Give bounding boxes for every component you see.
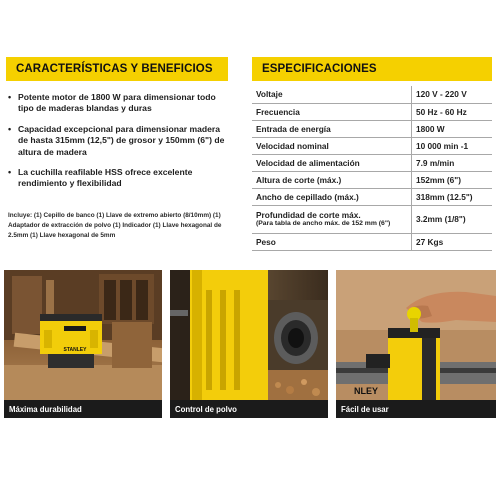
- spec-value: 120 V - 220 V: [412, 86, 493, 103]
- spec-label: Entrada de energía: [252, 120, 412, 137]
- spec-label: Velocidad de alimentación: [252, 154, 412, 171]
- features-list: [8, 92, 230, 199]
- spec-row: [252, 137, 492, 154]
- hand-adjust-illustration: [336, 270, 496, 418]
- includes-text: Incluye: (1) Cepillo de banco (1) Llave de extremo abierto (8/10mm) (1) Adaptador de extracción de polvo (1) Indicador (1) Llave hexagonal de 2.5mm (1) Llave hexagonal de 5mm: [8, 212, 222, 239]
- spec-label: Ancho de cepillado (máx.): [252, 188, 412, 205]
- stanley-logo: STANLEY: [63, 347, 87, 353]
- photo-caption: Fácil de usar: [336, 400, 496, 418]
- feature-item: • Potente motor de 1800 W para dimensionar todo tipo de maderas blandas y duras: [8, 92, 230, 115]
- spec-row: [252, 188, 492, 205]
- spec-row: [252, 120, 492, 137]
- photo-easy-use: [336, 270, 496, 418]
- specs-table: [252, 86, 492, 251]
- photo-dust-control: [170, 270, 328, 418]
- feature-item: • La cuchilla reafilable HSS ofrece excelente rendimiento y flexibilidad: [8, 167, 230, 190]
- spec-label: Altura de corte (máx.): [252, 171, 412, 188]
- spec-value: 27 Kgs: [412, 233, 493, 250]
- features-heading: CARACTERÍSTICAS Y BENEFICIOS: [6, 57, 228, 81]
- spec-label: Frecuencia: [252, 103, 412, 120]
- spec-row: [252, 233, 492, 250]
- planer-workshop-illustration: [4, 270, 162, 418]
- spec-label: Voltaje: [252, 86, 412, 103]
- feature-item: • Capacidad excepcional para dimensionar madera de hasta 315mm (12,5") de grosor y 150mm (6") de altura de madera: [8, 124, 230, 158]
- spec-row: [252, 103, 492, 120]
- spec-value: 1800 W: [412, 120, 493, 137]
- stanley-logo: NLEY: [354, 386, 379, 396]
- specs-heading: ESPECIFICACIONES: [252, 57, 492, 81]
- spec-row: [252, 171, 492, 188]
- spec-value: 7.9 m/min: [412, 154, 493, 171]
- spec-label-main: Profundidad de corte máx.: [256, 209, 361, 220]
- spec-label: Peso: [252, 233, 412, 250]
- spec-value: 10 000 min -1: [412, 137, 493, 154]
- spec-row: [252, 154, 492, 171]
- dust-port-illustration: [170, 270, 328, 418]
- photo-caption: Control de polvo: [170, 400, 328, 418]
- photo-caption: Máxima durabilidad: [4, 400, 162, 418]
- spec-label-note: (Para tabla de ancho máx. de 152 mm (6"): [256, 219, 391, 227]
- spec-row: [252, 205, 492, 233]
- spec-value: 152mm (6"): [412, 171, 493, 188]
- spec-row: [252, 86, 492, 103]
- spec-value: 50 Hz - 60 Hz: [412, 103, 493, 120]
- spec-value: 3.2mm (1/8"): [412, 205, 493, 233]
- spec-value: 318mm (12.5"): [412, 188, 493, 205]
- spec-label: Velocidad nominal: [252, 137, 412, 154]
- spec-label: [252, 205, 412, 233]
- photo-durability: [4, 270, 162, 418]
